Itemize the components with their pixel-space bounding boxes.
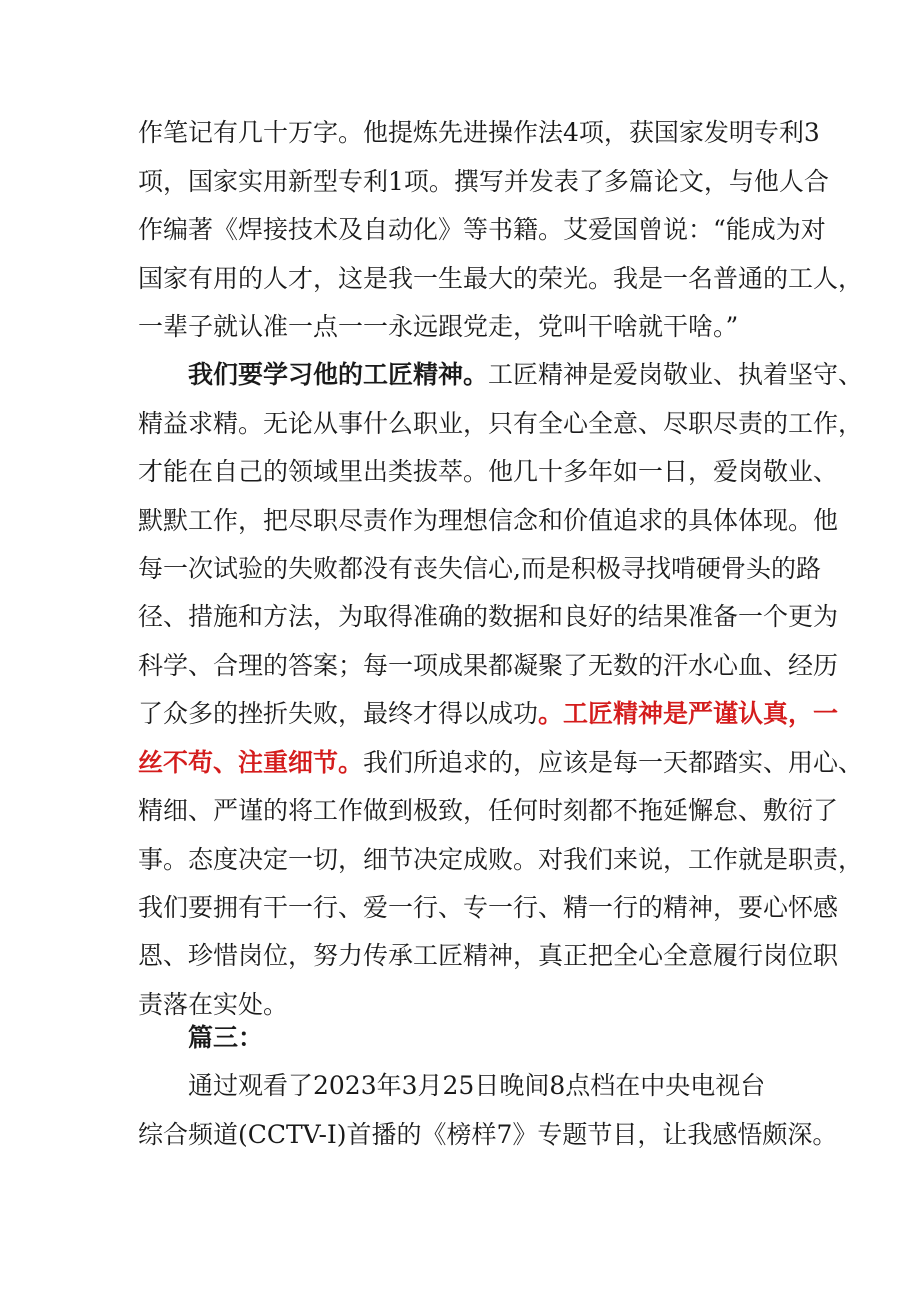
paragraph-line: 一辈子就认准一点一一永远跟党走，党叫干啥就干啥。” <box>138 312 739 341</box>
paragraph-line: 作笔记有几十万字。他提炼先进操作法4项，获国家发明专利3 <box>138 118 820 147</box>
highlight-text: 丝不苟、注重细节。 <box>138 748 364 777</box>
paragraph-line-mixed <box>138 746 864 780</box>
paragraph-line: 精益求精。无论从事什么职业，只有全心全意、尽职尽责的工作， <box>138 409 864 438</box>
highlight-text: 。工匠精神是严谨认真，一 <box>538 699 839 728</box>
paragraph-text: 我们所追求的，应该是每一天都踏实、用心、 <box>363 748 864 777</box>
paragraph-line: 项，国家实用新型专利1项。撰写并发表了多篇论文，与他人合 <box>138 167 829 196</box>
paragraph-heading: 我们要学习他的工匠精神。 <box>188 360 489 389</box>
paragraph-line: 才能在自己的领域里出类拔萃。他几十多年如一日，爱岗敬业、 <box>138 457 839 486</box>
paragraph-first-line: 通过观看了2023年3月25日晚间8点档在中央电视台 <box>188 1071 766 1100</box>
paragraph-line: 每一次试验的失败都没有丧失信心,而是积极寻找啃硬骨头的路 <box>138 554 821 583</box>
paragraph-line: 径、措施和方法，为取得准确的数据和良好的结果准备一个更为 <box>138 602 839 631</box>
paragraph-line: 综合频道(CCTV-I)首播的《榜样7》专题节目，让我感悟颇深。 <box>138 1120 838 1149</box>
paragraph-line: 精细、严谨的将工作做到极致，任何时刻都不拖延懈怠、敷衍了 <box>138 796 839 825</box>
paragraph-line: 我们要拥有干一行、爱一行、专一行、精一行的精神，要心怀感 <box>138 893 839 922</box>
paragraph-first-line <box>188 358 864 392</box>
paragraph-line: 国家有用的人才，这是我一生最大的荣光。我是一名普通的工人， <box>138 264 864 293</box>
paragraph-text: 工匠精神是爱岗敬业、执着坚守、 <box>488 360 864 389</box>
paragraph-text: 了众多的挫折失败，最终才得以成功 <box>138 699 539 728</box>
paragraph-line: 作编著《焊接技术及自动化》等书籍。艾爱国曾说：“能成为对 <box>138 215 826 244</box>
paragraph-line-mixed <box>138 697 839 731</box>
paragraph-line: 责落在实处。 <box>138 990 289 1019</box>
paragraph-line: 默默工作，把尽职尽责作为理想信念和价值追求的具体体现。他 <box>138 506 839 535</box>
section-title: 篇三： <box>188 1023 264 1052</box>
paragraph-line: 恩、珍惜岗位，努力传承工匠精神，真正把全心全意履行岗位职 <box>138 941 839 970</box>
paragraph-line: 事。态度决定一切，细节决定成败。对我们来说，工作就是职责， <box>138 845 864 874</box>
paragraph-line: 科学、合理的答案；每一项成果都凝聚了无数的汗水心血、经历 <box>138 651 839 680</box>
